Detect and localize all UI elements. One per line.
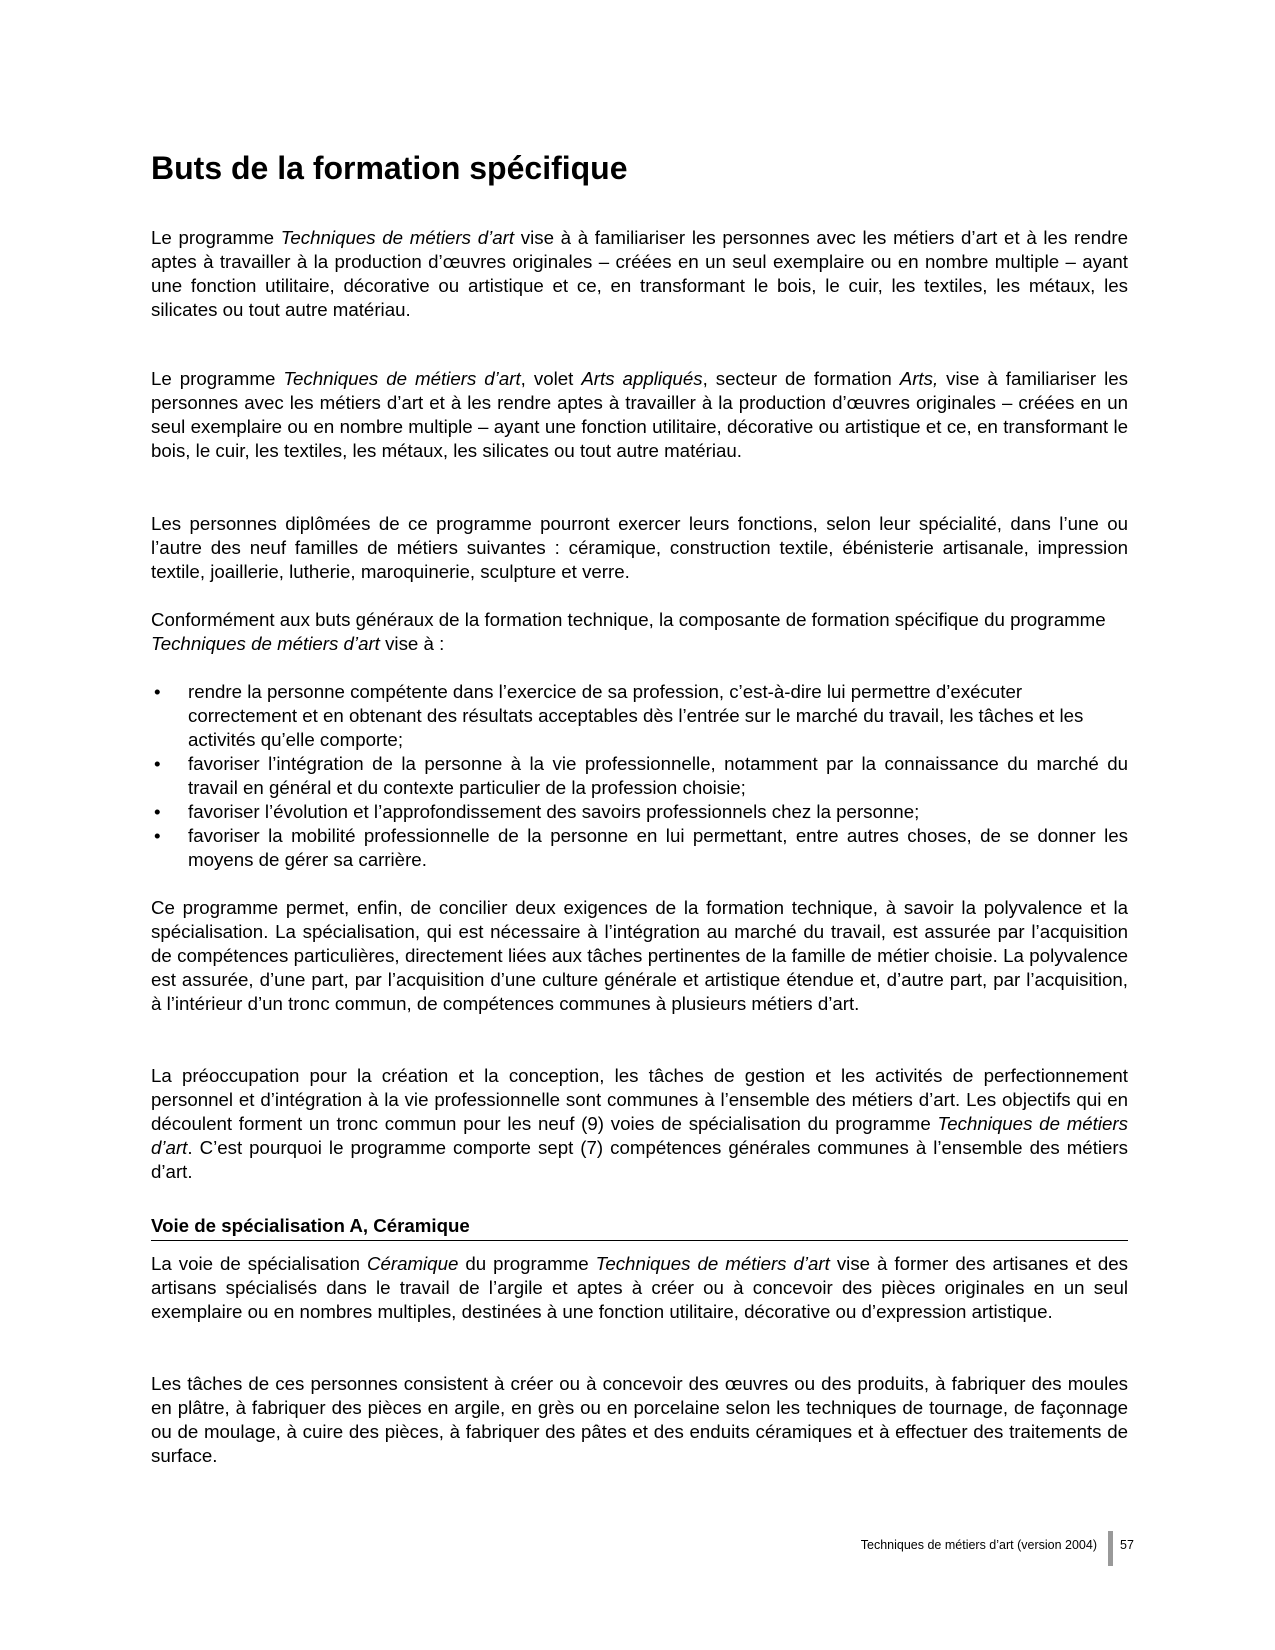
text: , secteur de formation — [702, 368, 900, 389]
paragraph-intro — [151, 226, 1128, 322]
specialisation-name: Céramique — [366, 1253, 459, 1274]
volet-name: Arts appliqués — [581, 368, 703, 389]
list-item-text: favoriser la mobilité professionnelle de la personne en lui permettant, entre autres choses, de se donner les moyens de gérer sa carrière. — [188, 825, 1128, 870]
bullet-icon: • — [154, 681, 161, 702]
list-item — [151, 680, 1128, 752]
section-heading: Voie de spécialisation A, Céramique — [151, 1214, 1128, 1241]
list-item-text: favoriser l’intégration de la personne à la vie professionnelle, notamment par la connaissance du marché du travail en général et du contexte particulier de la profession choisie; — [188, 753, 1128, 798]
footer-divider — [1108, 1531, 1113, 1566]
bullet-icon: • — [154, 801, 161, 822]
text: vise à : — [379, 633, 445, 654]
list-item — [151, 824, 1128, 872]
paragraph-taches: Les tâches de ces personnes consistent à créer ou à concevoir des œuvres ou des produits, à fabriquer des moules en plâtre, à fabriquer des pièces en argile, en grès ou en porcelaine selon les techniques de tournage, de façonnage ou de moulage, à cuire des pièces, à fabriquer des pâtes et des enduits céramiques et à effectuer des traitements de surface. — [151, 1373, 1128, 1466]
program-name: Techniques de métiers d’art — [283, 368, 521, 389]
bullet-icon: • — [154, 825, 161, 846]
paragraph-volet — [151, 367, 1128, 463]
list-item-text: rendre la personne compétente dans l’exercice de sa profession, c’est-à-dire lui permettre d’exécuter correctement et en obtenant des résultats acceptables dès l’entrée sur le marché du travail, les tâches et les activités qu’elle comporte; — [188, 681, 1084, 750]
text: vise à familiariser les personnes avec les métiers d’art et à les rendre aptes à travailler à la production d’œuvres originales – créées en un seul exemplaire ou en nombre multiple – ayant une fonction utilitaire, décorative ou artistique et ce, en transformant le bois, le cuir, les textiles, les métaux, les silicates ou tout autre matériau. — [151, 368, 1129, 461]
bullet-icon: • — [154, 753, 161, 774]
goals-list — [151, 680, 1128, 872]
text: La voie de spécialisation — [151, 1253, 367, 1274]
text: La préoccupation pour la création et la conception, les tâches de gestion et les activités de perfectionnement personnel et d’intégration à la vie professionnelle sont communes à l’ensemble des métiers d’art. Les objectifs qui en découlent forment un tronc commun pour les neuf (9) voies de spécialisation du programme — [151, 1065, 1128, 1134]
page-title: Buts de la formation spécifique — [151, 150, 628, 186]
paragraph-families: Les personnes diplômées de ce programme pourront exercer leurs fonctions, selon leur spécialité, dans l’une ou l’autre des neuf familles de métiers suivantes : céramique, construction textile, ébénisterie artisanale, impression textile, joaillerie, lutherie, maroquinerie, sculpture et verre. — [151, 513, 1128, 582]
page-number: 57 — [1120, 1538, 1134, 1552]
text: Le programme — [151, 368, 284, 389]
text: , volet — [520, 368, 582, 389]
list-item — [151, 800, 1128, 824]
program-name: Techniques de métiers d’art — [595, 1253, 830, 1274]
text: . C’est pourquoi le programme comporte sept (7) compétences générales communes à l’ensemble des métiers d’art. — [151, 1137, 1128, 1182]
paragraph-polyvalence: Ce programme permet, enfin, de concilier deux exigences de la formation technique, à savoir la polyvalence et la spécialisation. La spécialisation, qui est nécessaire à l’intégration au marché du travail, est assurée par l’acquisition de compétences particulières, directement liées aux tâches pertinentes de la famille de métier choisie. La polyvalence est assurée, d’une part, par l’acquisition d’une culture générale et artistique étendue et, d’autre part, par l’acquisition, à l’intérieur d’un tronc commun, de compétences communes à plusieurs métiers d’art. — [151, 897, 1128, 1014]
text: Le programme — [151, 227, 281, 248]
text: du programme — [458, 1253, 596, 1274]
paragraph-tronc-commun — [151, 1064, 1128, 1184]
program-name: Techniques de métiers d’art — [151, 1113, 1128, 1158]
list-item-text: favoriser l’évolution et l’approfondissement des savoirs professionnels chez la personne; — [188, 801, 920, 822]
paragraph-ceramique — [151, 1252, 1128, 1324]
program-name: Techniques de métiers d’art — [280, 227, 515, 248]
text: Conformément aux buts généraux de la formation technique, la composante de formation spécifique du programme — [151, 609, 1106, 630]
text: vise à former des artisanes et des artisans spécialisés dans le travail de l’argile et aptes à créer ou à concevoir des pièces originales en un seul exemplaire ou en nombres multiples, destinées à une fonction utilitaire, décorative ou d’expression artistique. — [151, 1253, 1128, 1322]
list-item — [151, 752, 1128, 800]
paragraph-goals-intro — [151, 608, 1128, 656]
sector-name: Arts, — [899, 368, 939, 389]
program-name: Techniques de métiers d’art — [151, 633, 380, 654]
footer-document-title: Techniques de métiers d’art (version 2004) — [860, 1538, 1097, 1552]
text: vise à à familiariser les personnes avec les métiers d’art et à les rendre aptes à travailler à la production d’œuvres originales – créées en un seul exemplaire ou en nombre multiple – ayant une fonction utilitaire, décorative ou artistique et ce, en transformant le bois, le cuir, les textiles, les métaux, les silicates ou tout autre matériau. — [151, 227, 1128, 320]
